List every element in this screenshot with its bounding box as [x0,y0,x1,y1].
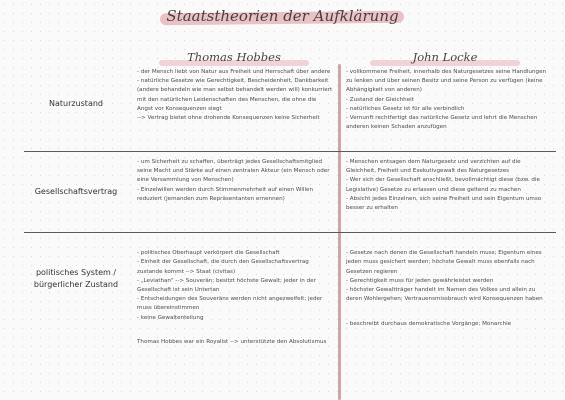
cell-hobbes-gesellschaftsvertrag: - um Sicherheit zu schaffen, überträgt jedes Gesellschaftsmitglied seine Macht und Stärke auf einen zentralen Akteur (ein Mensch oder eine Versammlung von Menschen) - Einzelwillen werden durch Stimmenmehrheit auf einen Willen reduziert (jemanden zum Repräsentanten ernennen) [137,159,330,202]
spacer [137,323,333,329]
row-label-politisches-system: politisches System / bürgerlicher Zustand [33,268,119,289]
column-header-hobbes: Thomas Hobbes [134,50,334,64]
cell-locke-naturzustand: - vollkommene Freiheit, innerhalb des Naturgesetzes seine Handlungen zu lenken und über seinen Besitz und seine Person zu verfügen (keine Abhängigkeit von anderen) - Zustand der Gleichheit - natürliches Gesetz ist für alle verbindlich - Vernunft rechtfertigt das natürliche Gesetz und lehrt die Menschen anderen keinen Schaden anzufügen [346,69,547,131]
row-divider-2 [24,232,556,233]
row-label-gesellschaftsvertrag: Gesellschaftsvertrag [34,187,118,196]
cell-locke-politisches-system [346,240,551,329]
spacer [346,304,551,310]
hobbes-system-note: Thomas Hobbes war ein Royalist --> unterstützte den Absolutismus [137,339,327,346]
cell-locke-gesellschaftsvertrag: - Menschen entsagen dem Naturgesetz und verzichten auf die Gleichheit, Freiheit und Exekutivgewalt des Naturgesetzes - Wer sich der Gesellschaft anschließt, bevollmächtigt diese (bzw. die Legislative) Gesetze zu erlassen und diese geltend zu machen - Absicht jedes Einzelnen, sich seine Freiheit und sein Eigentum umso besser zu erhalten [346,159,542,212]
cell-hobbes-naturzustand: - der Mensch liebt von Natur aus Freiheit und Herrschaft über andere - natürliche Gesetze wie Gerechtigkeit, Bescheidenheit, Dankbarkeit (andere behandeln wie man selbst behandelt werden will) konkurriert mit den natürlichen Leidenschaften des Menschen, die ohne die Angst vor Konsequenzen siegt --> Vertrag bietet ohne drohende Konsequenzen keine Sicherheit [137,69,333,122]
row-divider-1 [24,151,556,152]
page-title: Staatstheorien der Aufklärung [162,7,402,25]
locke-system-note: - beschreibt durchaus demokratische Vorgänge; Monarchie [346,320,512,327]
column-header-locke: John Locke [345,50,545,64]
cell-hobbes-politisches-system [137,240,333,347]
hobbes-system-points: - politisches Oberhaupt verkörpert die Gesellschaft - Einheit der Gesellschaft, die durch den Gesellschaftsvertrag zustande kommt --> Staat (civitas) - „Leviathan" --> Souverän; besitzt höchste Gewalt; jeder in der Gesellschaft ist sein Untertan - Entscheidungen des Souveräns werden nicht angezweifelt; jeder muss übereinstimmen - keine Gewaltenteilung [137,250,323,321]
title-wrap [0,6,565,25]
row-label-naturzustand: Naturzustand [48,99,103,108]
locke-system-points: - Gesetze nach denen die Gesellschaft handeln muss; Eigentum eines jeden muss gesichert werden; höchste Gewalt muss ebenfalls nach Gesetzen regieren - Gerechtigkeit muss für jeden gewährleistet werden - höchster Gewaltträger handelt im Namen des Volkes und allein zu deren Wohlergehen; Vertrauensmissbrauch wird Konsequenzen haben [346,250,543,303]
